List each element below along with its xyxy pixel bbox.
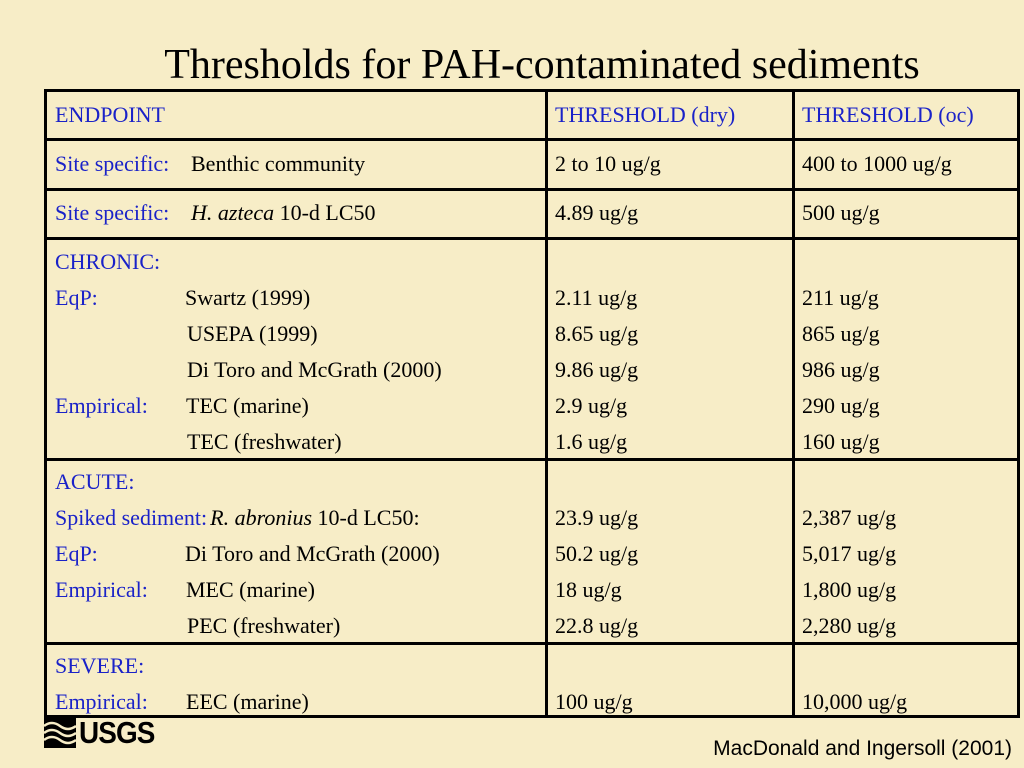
azteca-dry: 4.89 ug/g — [555, 200, 639, 225]
pec-oc: 2,280 ug/g — [802, 613, 897, 638]
azteca-species: H. azteca — [191, 200, 275, 225]
row-divider — [47, 642, 1017, 645]
chronic-dry: 8.65 ug/g — [555, 321, 639, 346]
row-divider — [47, 458, 1017, 461]
chronic-heading: CHRONIC: — [55, 249, 161, 274]
benthic-endpoint: Benthic community — [191, 151, 366, 176]
slide-title: Thresholds for PAH-contaminated sediments — [164, 42, 920, 88]
chronic-dry: 2.9 ug/g — [555, 393, 628, 418]
chronic-endpoint: Swartz (1999) — [185, 285, 311, 310]
acute-eqp-endpoint: Di Toro and McGrath (2000) — [185, 541, 440, 566]
header-threshold-oc: THRESHOLD (oc) — [802, 102, 974, 127]
chronic-dry: 9.86 ug/g — [555, 357, 639, 382]
eec-dry: 100 ug/g — [555, 689, 633, 714]
chronic-oc: 211 ug/g — [802, 285, 879, 310]
empirical-label: Empirical: — [55, 393, 148, 418]
column-divider — [792, 92, 795, 715]
chronic-oc: 865 ug/g — [802, 321, 880, 346]
azteca-endpoint — [191, 200, 376, 226]
chronic-oc: 290 ug/g — [802, 393, 880, 418]
abronius-oc: 2,387 ug/g — [802, 505, 897, 530]
chronic-endpoint: TEC (marine) — [186, 393, 309, 418]
threshold-table — [44, 89, 1020, 718]
acute-eqp-oc: 5,017 ug/g — [802, 541, 897, 566]
column-divider — [545, 92, 548, 715]
chronic-endpoint: USEPA (1999) — [187, 321, 318, 346]
chronic-dry: 2.11 ug/g — [555, 285, 638, 310]
mec-dry: 18 ug/g — [555, 577, 622, 602]
eec-oc: 10,000 ug/g — [802, 689, 908, 714]
chronic-dry: 1.6 ug/g — [555, 429, 628, 454]
chronic-endpoint: Di Toro and McGrath (2000) — [187, 357, 442, 382]
header-endpoint: ENDPOINT — [55, 102, 165, 127]
eqp-label: EqP: — [55, 285, 98, 310]
azteca-oc: 500 ug/g — [802, 200, 880, 225]
abronius-dry: 23.9 ug/g — [555, 505, 639, 530]
row-divider — [47, 138, 1017, 141]
usgs-wave-icon — [44, 718, 76, 748]
row-divider — [47, 188, 1017, 191]
mec-endpoint: MEC (marine) — [186, 577, 315, 602]
site-specific-label: Site specific: — [55, 200, 170, 225]
empirical-label: Empirical: — [55, 577, 148, 602]
benthic-oc: 400 to 1000 ug/g — [802, 151, 952, 176]
citation: MacDonald and Ingersoll (2001) — [713, 737, 1012, 760]
azteca-test: 10-d LC50 — [279, 200, 376, 225]
usgs-logo-text: USGS — [79, 715, 155, 750]
empirical-label: Empirical: — [55, 689, 148, 714]
eec-endpoint: EEC (marine) — [186, 689, 309, 714]
pec-dry: 22.8 ug/g — [555, 613, 639, 638]
benthic-dry: 2 to 10 ug/g — [555, 151, 661, 176]
abronius-species: R. abronius — [210, 505, 313, 530]
usgs-logo — [44, 716, 163, 750]
chronic-oc: 986 ug/g — [802, 357, 880, 382]
abronius-test: 10-d LC50: — [317, 505, 420, 530]
pec-endpoint: PEC (freshwater) — [187, 613, 341, 638]
eqp-label: EqP: — [55, 541, 98, 566]
chronic-endpoint: TEC (freshwater) — [187, 429, 342, 454]
spiked-sediment-label: Spiked sediment: — [55, 505, 208, 530]
acute-heading: ACUTE: — [55, 469, 135, 494]
header-threshold-dry: THRESHOLD (dry) — [555, 102, 736, 127]
spiked-row-label — [55, 505, 420, 531]
row-divider — [47, 237, 1017, 240]
mec-oc: 1,800 ug/g — [802, 577, 897, 602]
site-specific-label: Site specific: — [55, 151, 170, 176]
severe-heading: SEVERE: — [55, 653, 145, 678]
chronic-oc: 160 ug/g — [802, 429, 880, 454]
acute-eqp-dry: 50.2 ug/g — [555, 541, 639, 566]
